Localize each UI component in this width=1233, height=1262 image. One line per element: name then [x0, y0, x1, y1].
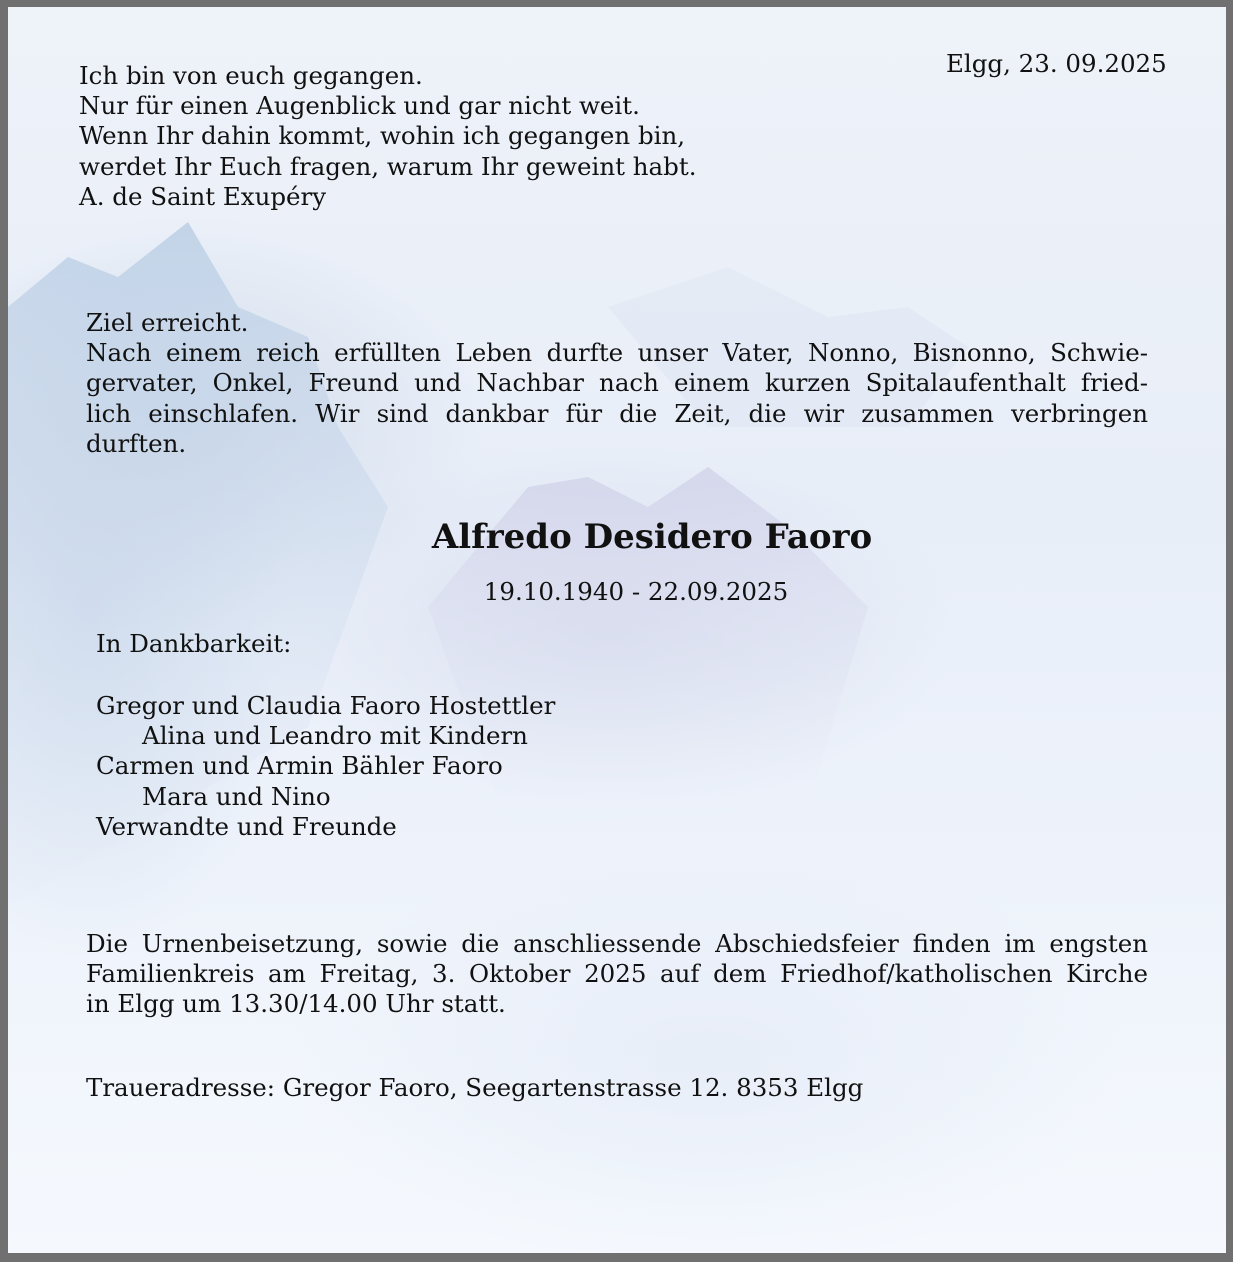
poem-line: werdet Ihr Euch fragen, warum Ihr geweint habt. [79, 151, 697, 181]
mourner-entry: Mara und Nino [142, 781, 331, 811]
poem [79, 61, 696, 212]
deceased-name: Alfredo Desidero Faoro [431, 517, 873, 557]
mourner-entry: Carmen und Armin Bähler Faoro [96, 751, 503, 781]
poem-line: Wenn Ihr dahin kommt, wohin ich gegangen bin, [79, 121, 686, 151]
intro-heading: Ziel erreicht. [86, 308, 249, 337]
mourning-address: Traueradresse: Gregor Faoro, Seegartenstrasse 12. 8353 Elgg [86, 1073, 864, 1102]
intro-line: durften. [86, 428, 187, 458]
mourner-entry: Alina und Leandro mit Kindern [142, 721, 528, 751]
intro-line: gervater, Onkel, Freund und Nachbar nach einem kurzen Spitalaufenthalt fried- [86, 368, 1148, 398]
ceremony-paragraph [86, 929, 1148, 1020]
poem-line: Ich bin von euch gegangen. [79, 61, 423, 90]
obituary-page [8, 7, 1226, 1253]
place-and-date: Elgg, 23. 09.2025 [946, 49, 1167, 78]
ceremony-line: in Elgg um 13.30/14.00 Uhr statt. [86, 989, 506, 1019]
intro-line: Nach einem reich erfüllten Leben durfte unser Vater, Nonno, Bisnonno, Schwie- [86, 338, 1148, 368]
intro-paragraph [86, 308, 1148, 459]
poem-line: Nur für einen Augenblick und gar nicht weit. [79, 91, 640, 121]
mourners-heading: In Dankbarkeit: [96, 629, 292, 658]
intro-line: lich einschlafen. Wir sind dankbar für die Zeit, die wir zusammen verbringen [86, 398, 1148, 428]
ceremony-line: Familienkreis am Freitag, 3. Oktober 2025 auf dem Friedhof/katholischen Kirche [86, 959, 1148, 989]
mourner-entry: Verwandte und Freunde [96, 811, 397, 841]
mourner-entry: Gregor und Claudia Faoro Hostettler [96, 691, 556, 720]
poem-author: A. de Saint Exupéry [79, 181, 327, 211]
life-dates: 19.10.1940 - 22.09.2025 [483, 577, 789, 606]
ceremony-line: Die Urnenbeisetzung, sowie die anschliessende Abschiedsfeier finden im engsten [86, 929, 1148, 958]
mourners-list [96, 691, 555, 842]
